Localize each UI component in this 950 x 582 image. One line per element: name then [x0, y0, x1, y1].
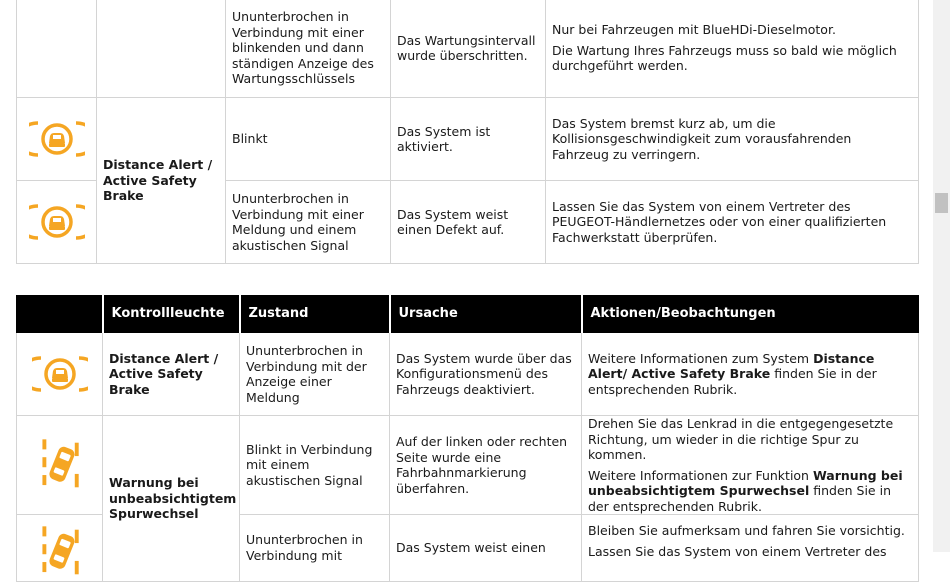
icon-cell [17, 0, 97, 98]
distance-alert-icon [29, 202, 85, 242]
action-text: Die Wartung Ihres Fahrzeugs muss so bald wie möglich durchgeführt werden. [552, 42, 897, 74]
header-icon [17, 296, 103, 333]
cause-cell: Das Wartungsintervall wurde überschritten. [391, 0, 546, 98]
lamp-cell: Distance Alert / Active Safety Brake [103, 333, 240, 416]
header-cause: Ursache [390, 296, 582, 333]
cause-cell: Das System weist einen [390, 515, 582, 582]
header-state: Zustand [240, 296, 390, 333]
action-bold: Distance Alert/ Active Safety Brake [588, 350, 875, 382]
distance-alert-icon [29, 119, 85, 159]
table-row [17, 98, 919, 181]
table-row [17, 333, 919, 416]
scrollbar-thumb[interactable] [935, 193, 948, 213]
warning-lights-table-bottom [16, 295, 919, 582]
action-text: Bleiben Sie aufmerksam und fahren Sie vorsichtig. [588, 523, 905, 538]
lamp-cell: Warnung bei unbeabsichtigtem Spurwechsel [103, 416, 240, 582]
state-cell: Blinkt in Verbindung mit einem akustischen Signal [240, 416, 390, 515]
state-cell: Ununterbrochen in Verbindung mit der Anzeige einer Meldung [240, 333, 390, 416]
action-cell: Lassen Sie das System von einem Vertreter des PEUGEOT-Händlernetzes oder von einer qualifizierten Fachwerkstatt überprüfen. [546, 181, 919, 264]
state-cell: Ununterbrochen in Verbindung mit einer Meldung und einem akustischen Signal [226, 181, 391, 264]
state-cell: Ununterbrochen in Verbindung mit [240, 515, 390, 582]
table-header-row [17, 296, 919, 333]
action-cell [582, 515, 919, 582]
vertical-scrollbar[interactable] [933, 0, 950, 552]
action-cell [546, 0, 919, 98]
state-cell: Ununterbrochen in Verbindung mit einer blinkenden und dann ständigen Anzeige des Wartungsschlüssels [226, 0, 391, 98]
icon-cell [17, 181, 97, 264]
action-text: Lassen Sie das System von einem Vertreter des [588, 543, 887, 559]
lane-departure-icon [36, 523, 84, 581]
cause-cell: Das System weist einen Defekt auf. [391, 181, 546, 264]
action-cell: Das System bremst kurz ab, um die Kollisionsgeschwindigkeit zum vorausfahrenden Fahrzeug zu verringern. [546, 98, 919, 181]
icon-cell [17, 515, 103, 582]
action-text: Drehen Sie das Lenkrad in die entgegengesetzte Richtung, um wieder in die richtige Spur zu kommen. [588, 416, 894, 462]
state-cell: Blinkt [226, 98, 391, 181]
cause-cell: Auf der linken oder rechten Seite wurde eine Fahrbahnmarkierung überfahren. [390, 416, 582, 515]
header-lamp: Kontrollleuchte [103, 296, 240, 333]
lamp-cell: Distance Alert / Active Safety Brake [97, 98, 226, 264]
cause-cell: Das System wurde über das Konfigurationsmenü des Fahrzeugs deaktiviert. [390, 333, 582, 416]
distance-alert-icon [32, 354, 88, 394]
cause-cell: Das System ist aktiviert. [391, 98, 546, 181]
action-cell [582, 416, 919, 515]
warning-lights-table-top [16, 0, 919, 264]
action-text: Nur bei Fahrzeugen mit BlueHDi-Dieselmotor. [552, 22, 836, 38]
action-cell: Weitere Informationen zum System Distance Alert/ Active Safety Brake finden Sie in der entsprechenden Rubrik. [582, 333, 919, 416]
lamp-cell [97, 0, 226, 98]
header-actions: Aktionen/Beobachtungen [582, 296, 919, 333]
table-row [17, 416, 919, 515]
table-row [17, 0, 919, 98]
action-bold: Warnung bei unbeabsichtigtem Spurwechsel [588, 467, 903, 498]
action-text: Weitere Informationen zur Funktion Warnung bei unbeabsichtigtem Spurwechsel finden Sie in der entsprechenden Rubrik. [588, 467, 903, 514]
icon-cell [17, 416, 103, 515]
icon-cell [17, 333, 103, 416]
lane-departure-icon [36, 436, 84, 494]
icon-cell [17, 98, 97, 181]
